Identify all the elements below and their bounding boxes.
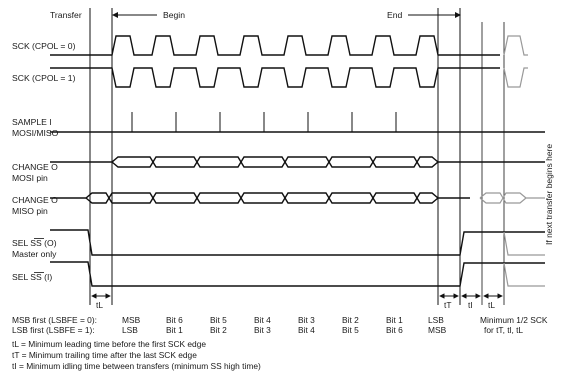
lsb-bit-cell: Bit 3 xyxy=(254,325,271,335)
miso-bus-waveform xyxy=(50,193,470,203)
sck-cpol1-label: SCK (CPOL = 1) xyxy=(12,73,76,83)
change-mosi-label-line2: MOSI pin xyxy=(12,173,48,183)
minimum-note-line1: Minimum 1/2 SCK xyxy=(480,315,548,325)
sel-o-next-waveform xyxy=(504,232,545,255)
msb-bit-cell: LSB xyxy=(428,315,444,325)
lsb-first-row xyxy=(122,325,447,335)
ti-mark: tI xyxy=(468,300,473,310)
msb-bit-cell: MSB xyxy=(122,315,141,325)
sel-o-label-line2: Master only xyxy=(12,249,57,259)
lsb-bit-cell: Bit 4 xyxy=(298,325,315,335)
legend-tt: tT = Minimum trailing time after the last SCK edge xyxy=(12,350,197,360)
tl2-mark: tL xyxy=(488,300,495,310)
miso-next-waveform xyxy=(480,193,545,203)
msb-bit-cell: Bit 2 xyxy=(342,315,359,325)
sample-label-line1: SAMPLE I xyxy=(12,117,52,127)
sel-o-label-line1: SEL SS (O) xyxy=(12,238,57,248)
sample-ticks xyxy=(132,112,438,132)
sck-cpol1-waveform xyxy=(50,68,500,87)
transfer-label: Transfer xyxy=(50,10,82,20)
change-miso-label-line1: CHANGE O xyxy=(12,195,58,205)
tt-mark: tT xyxy=(444,300,452,310)
sample-label-line2: MOSI/MISO xyxy=(12,128,59,138)
sel-i-next-waveform xyxy=(504,263,545,286)
lsb-bit-cell: MSB xyxy=(428,325,447,335)
legend-ti: tI = Minimum idling time between transfers (minimum SS high time) xyxy=(12,361,261,371)
sck-cpol0-next-waveform xyxy=(504,36,528,55)
lsb-bit-cell: Bit 6 xyxy=(386,325,403,335)
msb-bit-cell: Bit 6 xyxy=(166,315,183,325)
msb-bit-cell: Bit 3 xyxy=(298,315,315,325)
lsb-first-label: LSB first (LSBFE = 1): xyxy=(12,325,95,335)
begin-label: Begin xyxy=(163,10,185,20)
lsb-bit-cell: Bit 5 xyxy=(342,325,359,335)
lsb-bit-cell: LSB xyxy=(122,325,138,335)
msb-bit-cell: Bit 1 xyxy=(386,315,403,325)
end-label: End xyxy=(387,10,403,20)
msb-first-label: MSB first (LSBFE = 0): xyxy=(12,315,97,325)
next-transfer-note: If next transfer begins here xyxy=(544,143,554,245)
msb-bit-cell: Bit 4 xyxy=(254,315,271,325)
change-miso-label-line2: MISO pin xyxy=(12,206,48,216)
lsb-bit-cell: Bit 2 xyxy=(210,325,227,335)
change-mosi-label-line1: CHANGE O xyxy=(12,162,58,172)
sel-o-waveform xyxy=(50,230,545,255)
legend-tl: tL = Minimum leading time before the first SCK edge xyxy=(12,339,207,349)
tl-mark: tL xyxy=(96,300,103,310)
sel-i-waveform xyxy=(50,262,545,286)
sck-cpol0-label: SCK (CPOL = 0) xyxy=(12,41,76,51)
msb-bit-cell: Bit 5 xyxy=(210,315,227,325)
sel-i-label: SEL SS (I) xyxy=(12,272,53,282)
lsb-bit-cell: Bit 1 xyxy=(166,325,183,335)
msb-first-row xyxy=(122,315,444,325)
mosi-bus-waveform xyxy=(50,157,545,167)
minimum-note-line2: for tT, tl, tL xyxy=(484,325,524,335)
sck-cpol0-waveform xyxy=(50,36,500,55)
sck-cpol1-next-waveform xyxy=(504,68,528,87)
